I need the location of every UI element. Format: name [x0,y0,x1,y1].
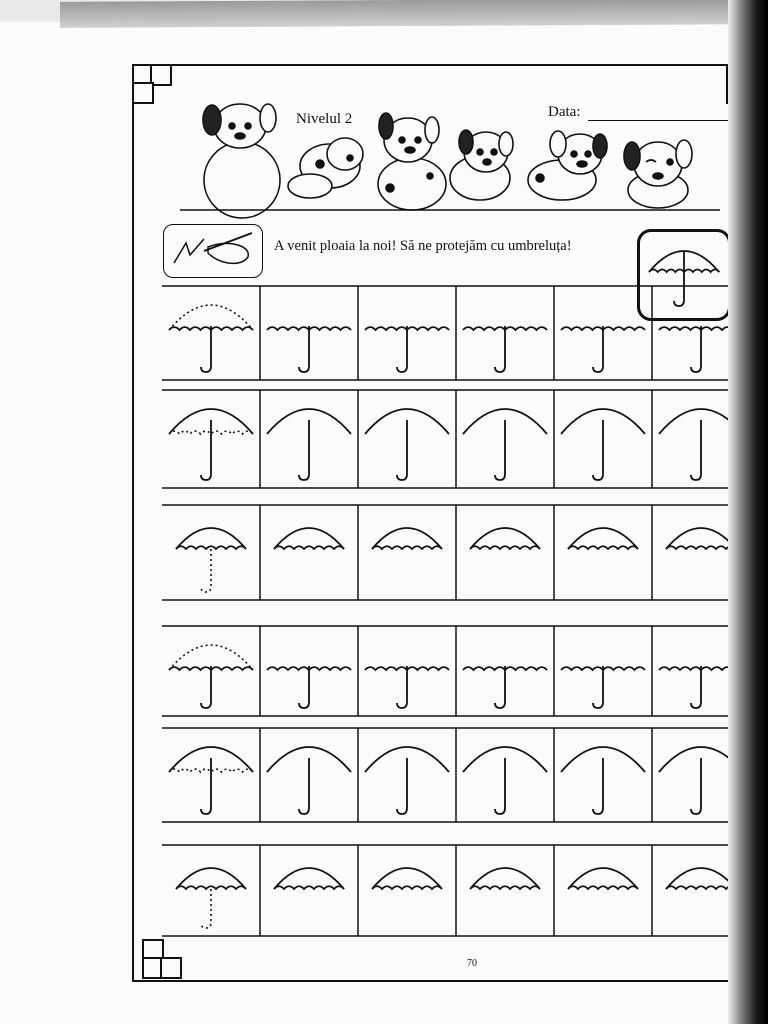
umbrella-handle [691,666,701,708]
page-number: 70 [467,958,477,969]
umbrella-scallop [470,886,540,889]
umbrella-handle [397,326,407,372]
umbrella-handle [299,420,309,480]
umbrella-scallop [666,546,736,549]
umbrella-scallop [274,886,344,889]
umbrella-handle [691,758,701,814]
umbrella-scallop [274,546,344,549]
umbrella-handle [397,420,407,480]
date-label: Data: [548,104,581,120]
umbrella-handle [495,326,505,372]
umbrella-handle [201,420,211,480]
umbrella-handle [495,758,505,814]
umbrella-handle [201,666,211,708]
umbrella-handle [593,326,603,372]
umbrella-scallop [666,886,736,889]
umbrella-scallop [372,886,442,889]
umbrella-handle [495,420,505,480]
umbrella-scallop [372,546,442,549]
umbrella-handle [691,420,701,480]
umbrella-handle [593,666,603,708]
dotted-handle-guide [201,889,211,928]
umbrella-handle [201,758,211,814]
umbrella-handle [691,326,701,372]
umbrella-handle [299,758,309,814]
umbrella-handle [299,666,309,708]
dotted-handle-guide [201,549,211,592]
umbrella-handle [299,326,309,372]
umbrella-scallop [470,546,540,549]
umbrella-handle [397,666,407,708]
umbrella-handle [397,758,407,814]
instruction-text: A venit ploaia la noi! Să ne protejăm cu umbreluța! [274,238,572,254]
umbrella-handle [495,666,505,708]
umbrella-handle [593,420,603,480]
umbrella-scallop [176,886,246,889]
book-spine-shadow [728,0,768,1024]
umbrella-scallop [568,886,638,889]
level-title: Nivelul 2 [296,111,353,127]
umbrella-scallop [568,546,638,549]
umbrella-scallop [176,546,246,549]
umbrella-handle [593,758,603,814]
umbrella-handle [201,326,211,372]
